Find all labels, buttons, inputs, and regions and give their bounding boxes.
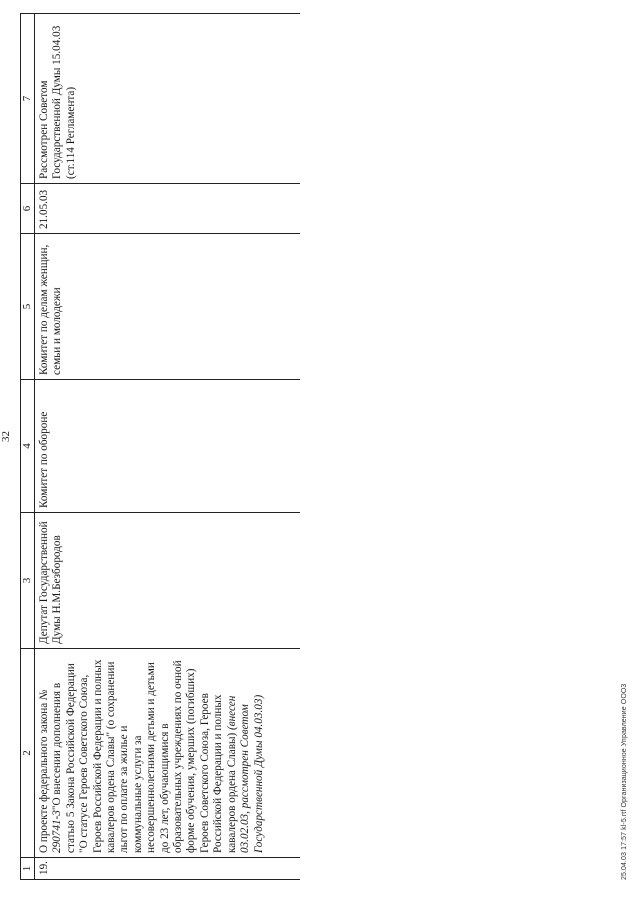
print-footer: 25.04.03 17:57 kl-5.rtf Организационное Управление ООО3 bbox=[621, 683, 628, 880]
bill-author: Депутат Государственной Думы Н.М.Безбородов bbox=[35, 513, 301, 649]
responsible-committee: Комитет по обороне bbox=[35, 380, 301, 513]
row-number: 19. bbox=[35, 858, 301, 880]
bill-description bbox=[35, 649, 301, 858]
date: 21.05.03 bbox=[35, 184, 301, 234]
column-number-row bbox=[21, 14, 35, 880]
col-header-1: 1 bbox=[21, 858, 35, 880]
desc-note: (внесен 03.02.03, рассмотрен Советом Государственной Думы 04.03.03) bbox=[225, 694, 265, 853]
table-row bbox=[35, 14, 301, 880]
col-header-5: 5 bbox=[21, 234, 35, 380]
col-header-4: 4 bbox=[21, 380, 35, 513]
col-header-6: 6 bbox=[21, 184, 35, 234]
desc-body: "О внесении дополнения в статью 5 Закона Российской Федерации "О статусе Героев Советского Союза, Героев Российской Федерации и полных кавалеров ордена Славы" (о сохранении льгот по оплате за жилье и коммунальные услуги за несовершеннолетними детьми и детьми до 23 лет, обучающимися в образовательных учреждениях по очной форме обучения, умерших (погибших) Героев Советского Союза, Героев Российской Федерации и полных кавалеров ордена Славы) bbox=[51, 659, 238, 853]
bills-table bbox=[20, 13, 300, 880]
law-number: № 290741-3 bbox=[38, 689, 64, 853]
col-header-3: 3 bbox=[21, 513, 35, 649]
desc-intro: О проекте федерального закона bbox=[38, 699, 50, 853]
page-number: 32 bbox=[0, 431, 12, 442]
col-header-2: 2 bbox=[21, 649, 35, 858]
co-committee: Комитет по делам женщин, семьи и молодежи bbox=[35, 234, 301, 380]
col-header-7: 7 bbox=[21, 14, 35, 184]
status: Рассмотрен Советом Государственной Думы 15.04.03 (ст.114 Регламента) bbox=[35, 14, 301, 184]
